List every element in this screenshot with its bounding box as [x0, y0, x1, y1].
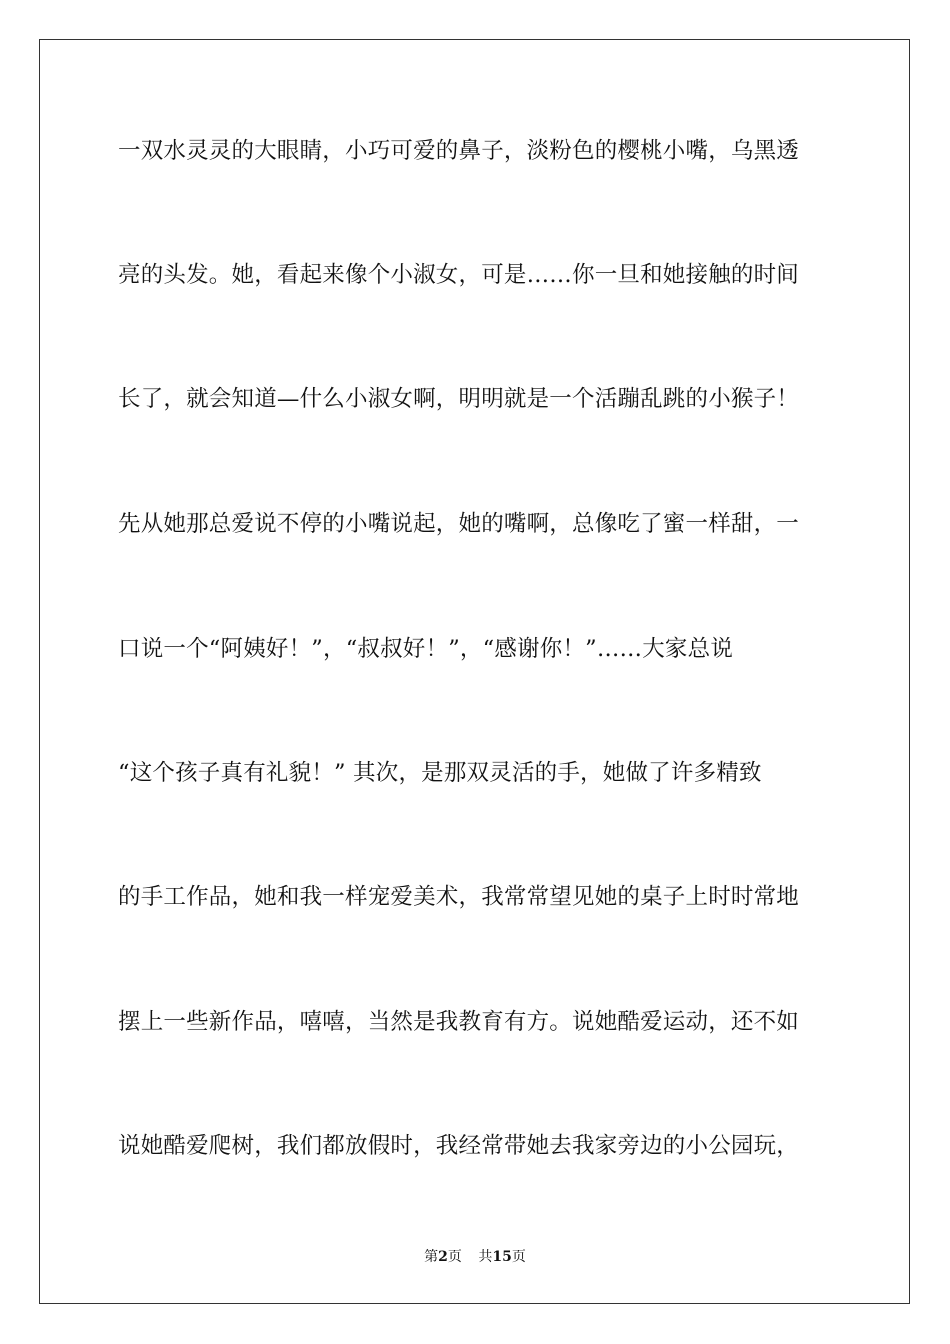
- page-prefix: 第: [424, 1249, 439, 1265]
- text-line: 亮的头发。她，看起来像个小淑女，可是……你一旦和她接触的时间: [118, 262, 800, 288]
- text-line: 长了，就会知道—什么小淑女啊，明明就是一个活蹦乱跳的小猴子！: [118, 386, 800, 412]
- text-line: 说她酷爱爬树，我们都放假时，我经常带她去我家旁边的小公园玩，: [118, 1133, 800, 1159]
- text-line: 摆上一些新作品，嘻嘻，当然是我教育有方。说她酷爱运动，还不如: [118, 1009, 800, 1035]
- text-line: 一双水灵灵的大眼睛，小巧可爱的鼻子，淡粉色的樱桃小嘴，乌黑透: [118, 138, 800, 164]
- text-line: 的手工作品，她和我一样宠爱美术，我常常望见她的桌子上时时常地: [118, 884, 800, 910]
- total-prefix: 共: [478, 1249, 493, 1265]
- total-pages: 15: [492, 1249, 512, 1265]
- text-line: 先从她那总爱说不停的小嘴说起，她的嘴啊，总像吃了蜜一样甜，一: [118, 511, 800, 537]
- total-pages-indicator: [478, 1249, 525, 1265]
- page-suffix: 页: [447, 1249, 462, 1265]
- text-line: 口说一个“阿姨好！”，“叔叔好！”，“感谢你！”……大家总说: [118, 636, 734, 662]
- page-border: [39, 39, 910, 1304]
- total-suffix: 页: [511, 1249, 526, 1265]
- page-indicator: [424, 1249, 462, 1265]
- text-line: “这个孩子真有礼貌！” 其次，是那双灵活的手，她做了许多精致: [118, 760, 762, 786]
- page-number: 2: [438, 1249, 448, 1265]
- page-footer: [0, 1248, 950, 1266]
